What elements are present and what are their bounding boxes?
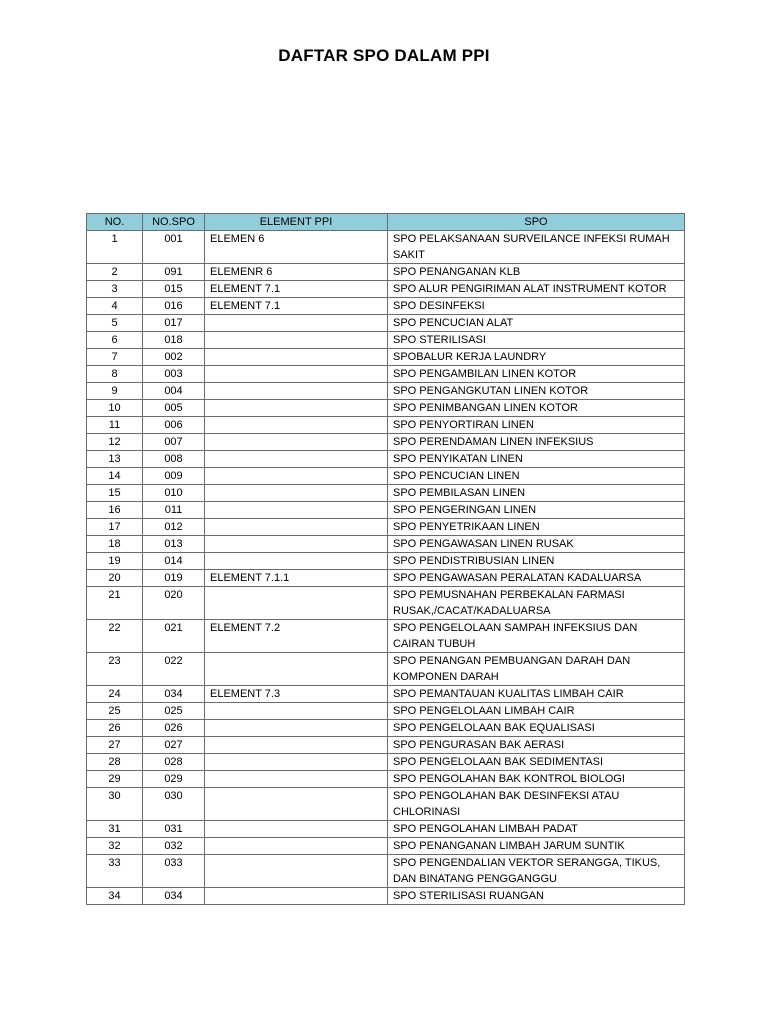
element-ppi-cell	[205, 400, 388, 417]
table-row	[87, 366, 685, 383]
table-row	[87, 519, 685, 536]
spo-name-cell: SPO PENDISTRIBUSIAN LINEN	[388, 553, 685, 570]
row-number-cell: 2	[87, 264, 143, 281]
table-row	[87, 788, 685, 821]
table-row	[87, 298, 685, 315]
row-number-cell: 3	[87, 281, 143, 298]
table-row	[87, 553, 685, 570]
row-number-cell: 32	[87, 838, 143, 855]
spo-name-cell: SPO PENGOLAHAN BAK DESINFEKSI ATAU CHLORINASI	[388, 788, 685, 821]
element-ppi-cell	[205, 754, 388, 771]
element-ppi-cell	[205, 451, 388, 468]
element-ppi-cell: ELEMENR 6	[205, 264, 388, 281]
spo-number-cell: 033	[143, 855, 205, 888]
element-ppi-cell	[205, 653, 388, 686]
spo-number-cell: 030	[143, 788, 205, 821]
spo-name-cell: SPO PENGELOLAAN BAK SEDIMENTASI	[388, 754, 685, 771]
element-ppi-cell	[205, 468, 388, 485]
element-ppi-cell	[205, 383, 388, 400]
spo-name-cell: SPO PENGERINGAN LINEN	[388, 502, 685, 519]
row-number-cell: 34	[87, 888, 143, 905]
spo-name-cell: SPO STERILISASI RUANGAN	[388, 888, 685, 905]
header-no-spo: NO.SPO	[143, 214, 205, 231]
spo-number-cell: 025	[143, 703, 205, 720]
row-number-cell: 27	[87, 737, 143, 754]
page-title: DAFTAR SPO DALAM PPI	[278, 46, 490, 65]
row-number-cell: 9	[87, 383, 143, 400]
row-number-cell: 8	[87, 366, 143, 383]
spo-number-cell: 016	[143, 298, 205, 315]
spo-name-cell: SPO PEMANTAUAN KUALITAS LIMBAH CAIR	[388, 686, 685, 703]
row-number-cell: 6	[87, 332, 143, 349]
element-ppi-cell	[205, 536, 388, 553]
table-row	[87, 888, 685, 905]
element-ppi-cell	[205, 315, 388, 332]
row-number-cell: 15	[87, 485, 143, 502]
table-body	[87, 231, 685, 905]
row-number-cell: 21	[87, 587, 143, 620]
spo-number-cell: 004	[143, 383, 205, 400]
row-number-cell: 24	[87, 686, 143, 703]
table-row	[87, 400, 685, 417]
table-row	[87, 417, 685, 434]
element-ppi-cell: ELEMENT 7.1	[205, 298, 388, 315]
spo-name-cell: SPO PEMUSNAHAN PERBEKALAN FARMASI RUSAK,/CACAT/KADALUARSA	[388, 587, 685, 620]
element-ppi-cell	[205, 838, 388, 855]
spo-number-cell: 091	[143, 264, 205, 281]
table-row	[87, 383, 685, 400]
row-number-cell: 14	[87, 468, 143, 485]
spo-name-cell: SPO PENANGANAN KLB	[388, 264, 685, 281]
spo-number-cell: 034	[143, 686, 205, 703]
row-number-cell: 10	[87, 400, 143, 417]
table-row	[87, 771, 685, 788]
row-number-cell: 33	[87, 855, 143, 888]
row-number-cell: 17	[87, 519, 143, 536]
spo-number-cell: 032	[143, 838, 205, 855]
spo-number-cell: 008	[143, 451, 205, 468]
table-row	[87, 451, 685, 468]
element-ppi-cell: ELEMENT 7.1.1	[205, 570, 388, 587]
spo-number-cell: 019	[143, 570, 205, 587]
element-ppi-cell	[205, 771, 388, 788]
spo-name-cell: SPO PENANGANAN LIMBAH JARUM SUNTIK	[388, 838, 685, 855]
spo-number-cell: 010	[143, 485, 205, 502]
spo-name-cell: SPO PENGOLAHAN LIMBAH PADAT	[388, 821, 685, 838]
table-row	[87, 620, 685, 653]
spo-name-cell: SPO PENGELOLAAN LIMBAH CAIR	[388, 703, 685, 720]
spo-number-cell: 034	[143, 888, 205, 905]
spo-number-cell: 006	[143, 417, 205, 434]
spo-name-cell: SPO PENGAWASAN PERALATAN KADALUARSA	[388, 570, 685, 587]
element-ppi-cell	[205, 888, 388, 905]
element-ppi-cell	[205, 366, 388, 383]
element-ppi-cell	[205, 485, 388, 502]
spo-name-cell: SPO PEMBILASAN LINEN	[388, 485, 685, 502]
spo-number-cell: 026	[143, 720, 205, 737]
element-ppi-cell	[205, 519, 388, 536]
spo-name-cell: SPO PENGAWASAN LINEN RUSAK	[388, 536, 685, 553]
spo-name-cell: SPO PENGOLAHAN BAK KONTROL BIOLOGI	[388, 771, 685, 788]
table-row	[87, 315, 685, 332]
element-ppi-cell	[205, 587, 388, 620]
row-number-cell: 7	[87, 349, 143, 366]
row-number-cell: 28	[87, 754, 143, 771]
spo-number-cell: 003	[143, 366, 205, 383]
row-number-cell: 13	[87, 451, 143, 468]
spo-number-cell: 015	[143, 281, 205, 298]
spo-name-cell: SPO ALUR PENGIRIMAN ALAT INSTRUMENT KOTOR	[388, 281, 685, 298]
table-row	[87, 349, 685, 366]
row-number-cell: 16	[87, 502, 143, 519]
spo-number-cell: 027	[143, 737, 205, 754]
row-number-cell: 26	[87, 720, 143, 737]
spo-number-cell: 005	[143, 400, 205, 417]
spo-number-cell: 001	[143, 231, 205, 264]
table-row	[87, 855, 685, 888]
row-number-cell: 12	[87, 434, 143, 451]
spo-name-cell: SPO PENGAMBILAN LINEN KOTOR	[388, 366, 685, 383]
spo-name-cell: SPO PENANGAN PEMBUANGAN DARAH DAN KOMPONEN DARAH	[388, 653, 685, 686]
spo-number-cell: 012	[143, 519, 205, 536]
spo-name-cell: SPO PENGENDALIAN VEKTOR SERANGGA, TIKUS, DAN BINATANG PENGGANGGU	[388, 855, 685, 888]
spo-table	[86, 213, 685, 905]
row-number-cell: 11	[87, 417, 143, 434]
element-ppi-cell	[205, 434, 388, 451]
table-row	[87, 468, 685, 485]
element-ppi-cell: ELEMEN 6	[205, 231, 388, 264]
table-row	[87, 332, 685, 349]
element-ppi-cell	[205, 332, 388, 349]
row-number-cell: 19	[87, 553, 143, 570]
table-row	[87, 587, 685, 620]
spo-number-cell: 022	[143, 653, 205, 686]
element-ppi-cell	[205, 417, 388, 434]
table-row	[87, 754, 685, 771]
header-no: NO.	[87, 214, 143, 231]
element-ppi-cell	[205, 855, 388, 888]
spo-number-cell: 031	[143, 821, 205, 838]
spo-name-cell: SPO PENCUCIAN ALAT	[388, 315, 685, 332]
spo-name-cell: SPO PENGELOLAAN BAK EQUALISASI	[388, 720, 685, 737]
spo-name-cell: SPO PELAKSANAAN SURVEILANCE INFEKSI RUMAH SAKIT	[388, 231, 685, 264]
row-number-cell: 5	[87, 315, 143, 332]
row-number-cell: 23	[87, 653, 143, 686]
spo-number-cell: 002	[143, 349, 205, 366]
element-ppi-cell	[205, 502, 388, 519]
spo-name-cell: SPO PENCUCIAN LINEN	[388, 468, 685, 485]
table-row	[87, 434, 685, 451]
element-ppi-cell	[205, 349, 388, 366]
spo-number-cell: 017	[143, 315, 205, 332]
row-number-cell: 4	[87, 298, 143, 315]
row-number-cell: 1	[87, 231, 143, 264]
spo-number-cell: 009	[143, 468, 205, 485]
row-number-cell: 30	[87, 788, 143, 821]
spo-name-cell: SPO DESINFEKSI	[388, 298, 685, 315]
row-number-cell: 31	[87, 821, 143, 838]
table-row	[87, 737, 685, 754]
spo-number-cell: 018	[143, 332, 205, 349]
table-row	[87, 485, 685, 502]
table-row	[87, 720, 685, 737]
row-number-cell: 29	[87, 771, 143, 788]
element-ppi-cell	[205, 703, 388, 720]
element-ppi-cell: ELEMENT 7.2	[205, 620, 388, 653]
table-row	[87, 686, 685, 703]
spo-name-cell: SPO STERILISASI	[388, 332, 685, 349]
header-element-ppi: ELEMENT PPI	[205, 214, 388, 231]
element-ppi-cell: ELEMENT 7.1	[205, 281, 388, 298]
spo-number-cell: 021	[143, 620, 205, 653]
row-number-cell: 18	[87, 536, 143, 553]
spo-name-cell: SPO PERENDAMAN LINEN INFEKSIUS	[388, 434, 685, 451]
row-number-cell: 22	[87, 620, 143, 653]
spo-name-cell: SPO PENYORTIRAN LINEN	[388, 417, 685, 434]
spo-name-cell: SPO PENYIKATAN LINEN	[388, 451, 685, 468]
table-row	[87, 570, 685, 587]
table-header-row	[87, 214, 685, 231]
table-row	[87, 502, 685, 519]
table-row	[87, 653, 685, 686]
spo-number-cell: 028	[143, 754, 205, 771]
spo-name-cell: SPO PENIMBANGAN LINEN KOTOR	[388, 400, 685, 417]
table-row	[87, 821, 685, 838]
spo-name-cell: SPOBALUR KERJA LAUNDRY	[388, 349, 685, 366]
spo-number-cell: 007	[143, 434, 205, 451]
table-row	[87, 703, 685, 720]
table-row	[87, 838, 685, 855]
spo-name-cell: SPO PENGELOLAAN SAMPAH INFEKSIUS DAN CAIRAN TUBUH	[388, 620, 685, 653]
spo-name-cell: SPO PENGANGKUTAN LINEN KOTOR	[388, 383, 685, 400]
element-ppi-cell	[205, 737, 388, 754]
spo-number-cell: 020	[143, 587, 205, 620]
table-row	[87, 281, 685, 298]
table-row	[87, 231, 685, 264]
row-number-cell: 20	[87, 570, 143, 587]
table-row	[87, 264, 685, 281]
spo-number-cell: 013	[143, 536, 205, 553]
element-ppi-cell	[205, 553, 388, 570]
spo-name-cell: SPO PENYETRIKAAN LINEN	[388, 519, 685, 536]
element-ppi-cell	[205, 788, 388, 821]
spo-number-cell: 011	[143, 502, 205, 519]
spo-number-cell: 029	[143, 771, 205, 788]
spo-number-cell: 014	[143, 553, 205, 570]
element-ppi-cell	[205, 821, 388, 838]
row-number-cell: 25	[87, 703, 143, 720]
header-spo: SPO	[388, 214, 685, 231]
spo-name-cell: SPO PENGURASAN BAK AERASI	[388, 737, 685, 754]
table-row	[87, 536, 685, 553]
element-ppi-cell: ELEMENT 7.3	[205, 686, 388, 703]
element-ppi-cell	[205, 720, 388, 737]
